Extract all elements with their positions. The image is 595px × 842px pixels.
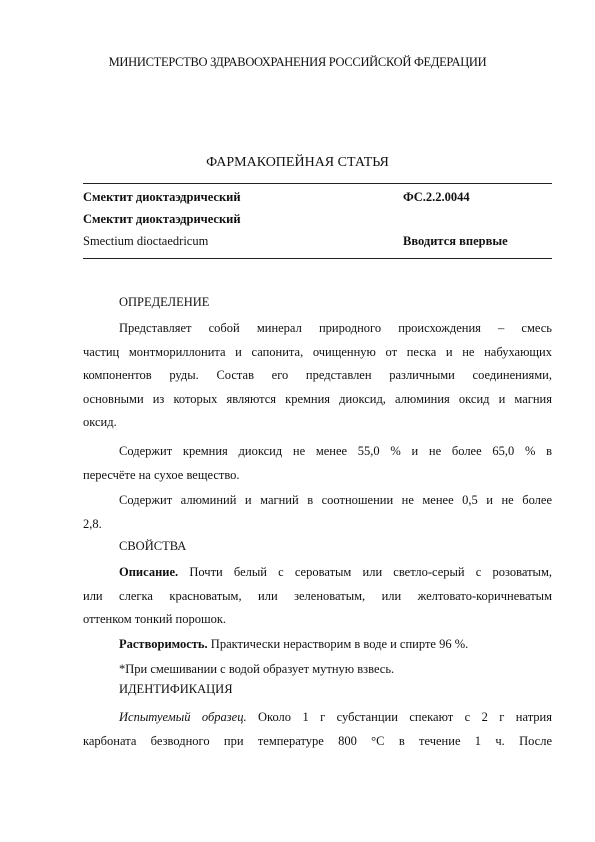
substance-name-ru-2: Смектит диоктаэдрический xyxy=(83,212,241,226)
definition-paragraph-1 xyxy=(83,317,552,435)
sample-label: Испытуемый образец. xyxy=(119,710,247,724)
description-label: Описание. xyxy=(119,565,179,579)
identification-heading: ИДЕНТИФИКАЦИЯ xyxy=(119,682,233,696)
note-paragraph xyxy=(83,658,552,682)
solubility-paragraph xyxy=(83,633,552,657)
solubility-label: Растворимость. xyxy=(119,637,208,651)
text-line: частиц монтмориллонита и сапонита, очищенную от песка и не набухающих xyxy=(83,344,552,359)
definition-paragraph-2 xyxy=(83,440,552,487)
text-line: 2,8. xyxy=(83,516,102,531)
document-title: ФАРМАКОПЕЙНАЯ СТАТЬЯ xyxy=(206,155,389,170)
text-line xyxy=(83,633,552,657)
sample-paragraph xyxy=(83,706,552,753)
description-text: Почти белый с сероватым или светло-серый с розоватым, xyxy=(178,565,552,579)
text-line: Содержит кремния диоксид не менее 55,0 % и не более 65,0 % в xyxy=(119,444,552,458)
properties-heading: СВОЙСТВА xyxy=(119,539,187,553)
definition-paragraph-3 xyxy=(83,489,552,536)
substance-name-lat: Smectium dioctaedricum xyxy=(83,234,209,248)
ministry-header: МИНИСТЕРСТВО ЗДРАВООХРАНЕНИЯ РОССИЙСКОЙ ФЕДЕРАЦИИ xyxy=(108,55,487,69)
solubility-text: Практически нерастворим в воде и спирте 96 %. xyxy=(207,637,469,651)
text-line: Представляет собой минерал природного происхождения – смесь xyxy=(119,321,552,335)
text-line: основными из которых являются кремния диоксид, алюминия оксид и магния xyxy=(83,391,552,406)
definition-heading: ОПРЕДЕЛЕНИЕ xyxy=(119,295,210,309)
substance-name-ru: Смектит диоктаэдрический xyxy=(83,190,241,204)
text-line: или слегка красноватым, или зеленоватым, или желтовато-коричневатым xyxy=(83,588,552,603)
text-line: пересчёте на сухое вещество. xyxy=(83,467,240,482)
text-line: *При смешивании с водой образует мутную взвесь. xyxy=(119,662,395,676)
text-line xyxy=(83,706,552,730)
text-line xyxy=(83,561,552,585)
bottom-divider xyxy=(83,258,552,259)
text-line: карбоната безводного при температуре 800 °С в течение 1 ч. После xyxy=(83,733,552,748)
description-paragraph xyxy=(83,561,552,632)
text-line: оттенком тонкий порошок. xyxy=(83,612,227,626)
top-divider xyxy=(83,183,552,184)
sample-text: Около 1 г субстанции спекают с 2 г натрия xyxy=(246,710,553,724)
text-line: компонентов руды. Состав его представлен различными соединениями, xyxy=(83,368,552,382)
introduction-status: Вводится впервые xyxy=(403,234,508,248)
document-code: ФС.2.2.0044 xyxy=(403,190,470,204)
text-line: оксид. xyxy=(83,415,117,429)
text-line: Содержит алюминий и магний в соотношении не менее 0,5 и не более xyxy=(119,493,552,507)
